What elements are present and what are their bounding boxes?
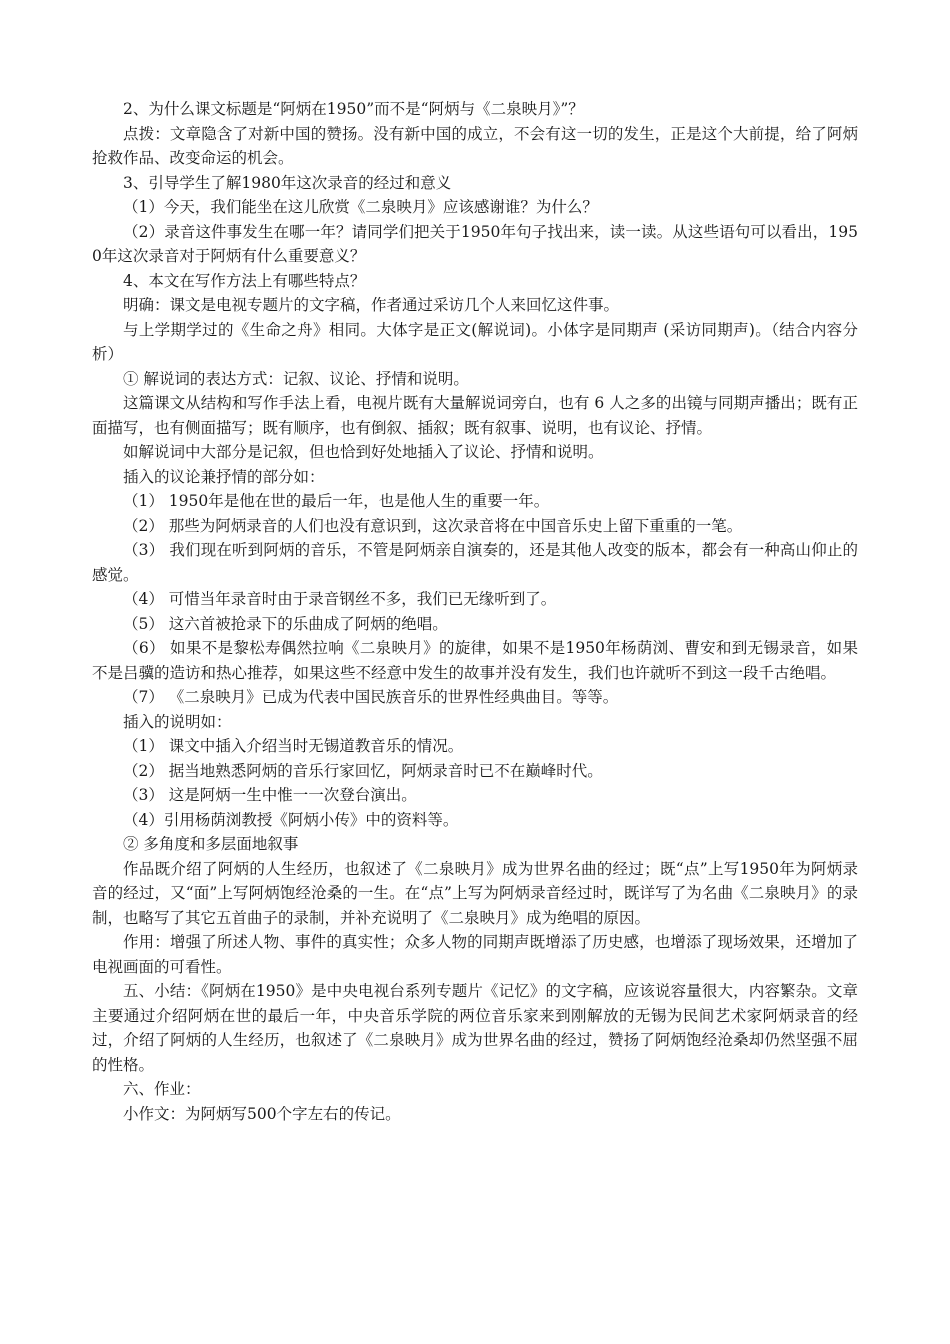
paragraph: （4） 可惜当年录音时由于录音钢丝不多，我们已无缘听到了。 [123, 590, 557, 608]
paragraph: （1）今天，我们能坐在这儿欣赏《二泉映月》应该感谢谁？为什么？ [123, 198, 598, 216]
paragraph: （6） 如果不是黎松寿偶然拉响《二泉映月》的旋律，如果不是1950年杨荫浏、曹安和到无锡录音，如果不是吕骥的造访和热心推荐，如果这些不经意中发生的故事并没有发生，我们也许就听不到这一段千古绝唱。 [92, 639, 858, 682]
paragraph: 作品既介绍了阿炳的人生经历，也叙述了《二泉映月》成为世界名曲的经过；既“点”上写1950年为阿炳录音的经过，又“面”上写阿炳饱经沧桑的一生。在“点”上写为阿炳录音经过时，既详写了为名曲《二泉映月》的录制，也略写了其它五首曲子的录制，并补充说明了《二泉映月》成为绝唱的原因。 [92, 859, 858, 927]
paragraph: 这篇课文从结构和写作手法上看，电视片既有大量解说词旁白，也有 6 人之多的出镜与同期声播出；既有正面描写，也有侧面描写；既有顺序，也有倒叙、插叙；既有叙事、说明，也有议论、抒情。 [92, 394, 858, 437]
paragraph: 作用：增强了所述人物、事件的真实性；众多人物的同期声既增添了历史感，也增添了现场效果，还增加了电视画面的可看性。 [92, 933, 858, 976]
paragraph: （2）录音这件事发生在哪一年？请同学们把关于1950年句子找出来，读一读。从这些语句可以看出，1950年这次录音对于阿炳有什么重要意义？ [92, 222, 858, 265]
paragraph: （4）引用杨荫浏教授《阿炳小传》中的资料等。 [123, 810, 459, 829]
paragraph: 3、引导学生了解1980年这次录音的经过和意义 [123, 173, 452, 192]
paragraph: 小作文：为阿炳写500个字左右的传记。 [123, 1104, 401, 1123]
paragraph: （1） 1950年是他在世的最后一年，也是他人生的重要一年。 [123, 492, 550, 510]
paragraph: 五、小结：《阿炳在1950》是中央电视台系列专题片《记忆》的文字稿，应该说容量很大，内容繁杂。文章主要通过介绍阿炳在世的最后一年，中央音乐学院的两位音乐家来到刚解放的无锡为民间艺术家阿炳录音的经过，介绍了阿炳的人生经历，也叙述了《二泉映月》成为世界名曲的经过，赞扬了阿炳饱经沧桑却仍然坚强不屈的性格。 [92, 982, 858, 1074]
paragraph: 插入的议论兼抒情的部分如： [123, 467, 325, 486]
paragraph: 点拨：文章隐含了对新中国的赞扬。没有新中国的成立，不会有这一切的发生，正是这个大前提，给了阿炳抢救作品、改变命运的机会。 [92, 124, 858, 167]
paragraph: （2） 据当地熟悉阿炳的音乐行家回忆，阿炳录音时已不在巅峰时代。 [123, 761, 603, 780]
paragraph: （5） 这六首被抢录下的乐曲成了阿炳的绝唱。 [123, 614, 448, 633]
paragraph: 六、作业： [123, 1080, 201, 1098]
paragraph: 与上学期学过的《生命之舟》相同。大体字是正文(解说词)。小体字是同期声 (采访同期声)。（结合内容分析） [92, 320, 858, 363]
paragraph: （1） 课文中插入介绍当时无锡道教音乐的情况。 [123, 737, 464, 755]
paragraph: ② 多角度和多层面地叙事 [123, 835, 299, 853]
paragraph: （2） 那些为阿炳录音的人们也没有意识到，这次录音将在中国音乐史上留下重重的一笔。 [123, 516, 743, 535]
paragraph: 4、本文在写作方法上有哪些特点？ [123, 271, 366, 290]
paragraph: 插入的说明如： [123, 712, 232, 731]
paragraph: ① 解说词的表达方式：记叙、议论、抒情和说明。 [123, 369, 469, 388]
paragraph: （3） 我们现在听到阿炳的音乐，不管是阿炳亲自演奏的，还是其他人改变的版本，都会有一种高山仰止的感觉。 [92, 541, 858, 584]
paragraph: 2、为什么课文标题是“阿炳在1950”而不是“阿炳与《二泉映月》”？ [123, 100, 584, 118]
paragraph: 如解说词中大部分是记叙，但也恰到好处地插入了议论、抒情和说明。 [123, 443, 604, 461]
document-body [92, 97, 858, 1126]
paragraph: 明确：课文是电视专题片的文字稿，作者通过采访几个人来回忆这件事。 [123, 296, 620, 314]
paragraph: （7） 《二泉映月》已成为代表中国民族音乐的世界性经典曲目。等等。 [123, 688, 619, 706]
paragraph: （3） 这是阿炳一生中惟一一次登台演出。 [123, 786, 417, 804]
